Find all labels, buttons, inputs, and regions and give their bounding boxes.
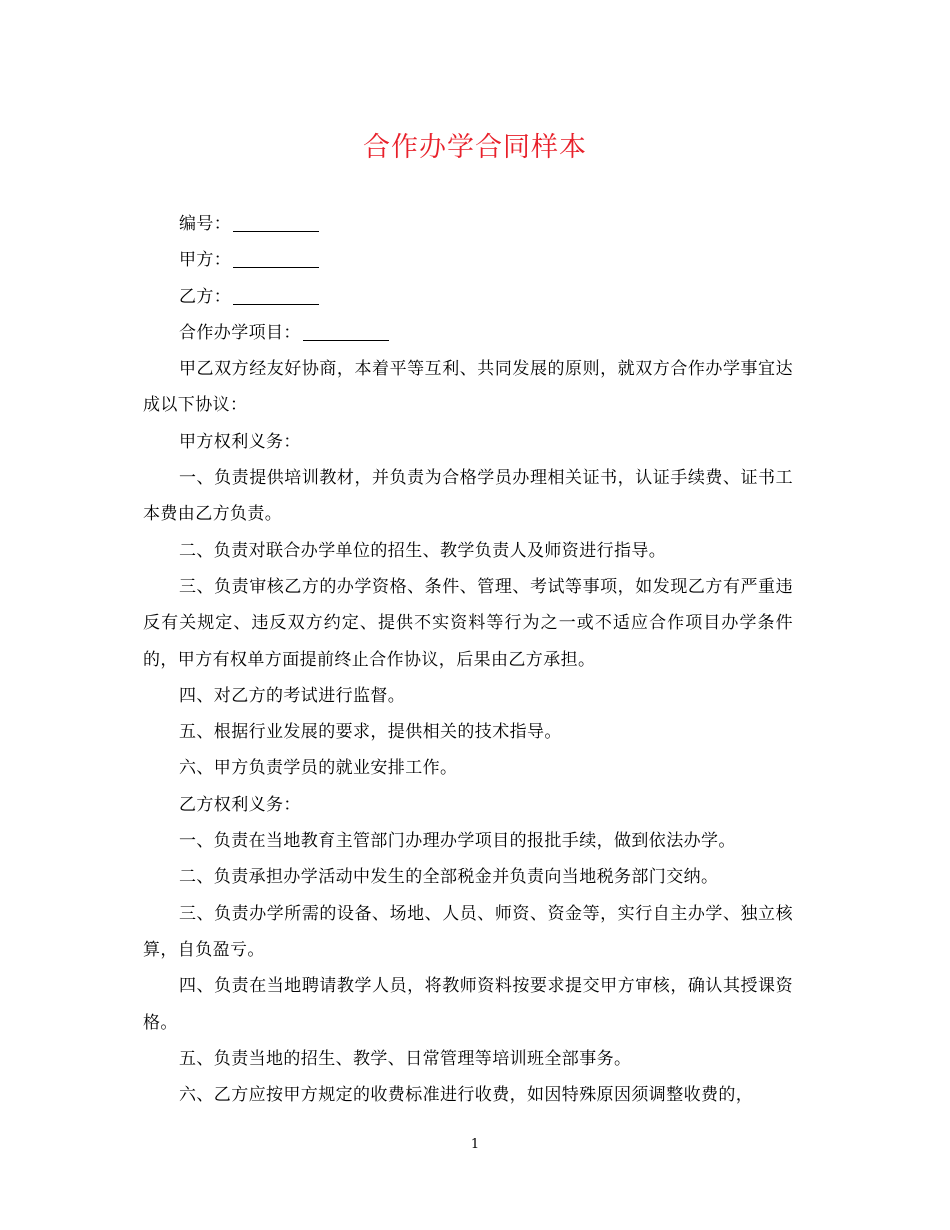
field-label: 合作办学项目： [179,322,301,343]
party-a-item: 四、对乙方的考试进行监督。 [179,685,406,706]
party-a-item: 五、根据行业发展的要求，提供相关的技术指导。 [179,722,562,743]
field-party-b [143,279,793,315]
field-label: 甲方： [179,250,232,271]
party-b-item: 三、负责办学所需的设备、场地、人员、师资、资金等，实行自主办学、独立核算，自负盈亏。 [143,903,793,960]
page-number: 1 [470,1137,480,1152]
blank-line [233,213,319,232]
blank-line [303,322,389,341]
field-party-a [143,242,793,278]
field-label: 编号： [179,214,232,234]
field-project [143,315,793,351]
blank-line [233,249,319,268]
blank-line [233,286,319,305]
party-a-item: 六、甲方负责学员的就业安排工作。 [179,758,458,779]
document-title: 合作办学合同样本 [363,132,587,163]
party-a-item: 一、负责提供培训教材，并负责为合格学员办理相关证书，认证手续费、证书工本费由乙方负责。 [143,468,793,525]
party-b-item: 二、负责承担办学活动中发生的全部税金并负责向当地税务部门交纳。 [179,867,719,888]
intro-paragraph: 甲乙双方经友好协商，本着平等互利、共同发展的原则，就双方合作办学事宜达成以下协议： [143,359,793,416]
party-b-item: 五、负责当地的招生、教学、日常管理等培训班全部事务。 [179,1048,632,1069]
field-contract-number [143,206,793,242]
field-label: 乙方： [179,286,232,307]
party-b-item: 一、负责在当地教育主管部门办理办学项目的报批手续，做到依法办学。 [179,831,736,852]
party-b-heading: 乙方权利义务： [179,794,301,815]
party-a-heading: 甲方权利义务： [179,431,301,452]
party-a-item: 二、负责对联合办学单位的招生、教学负责人及师资进行指导。 [179,540,667,561]
party-b-item: 六、乙方应按甲方规定的收费标准进行收费，如因特殊原因须调整收费的， [179,1085,754,1106]
party-a-item: 三、负责审核乙方的办学资格、条件、管理、考试等事项，如发现乙方有严重违反有关规定、违反双方约定、提供不实资料等行为之一或不适应合作项目办学条件的，甲方有权单方面提前终止合作协议，后果由乙方承担。 [143,576,793,670]
party-b-item: 四、负责在当地聘请教学人员，将教师资料按要求提交甲方审核，确认其授课资格。 [143,976,793,1033]
document-body [143,206,793,1113]
